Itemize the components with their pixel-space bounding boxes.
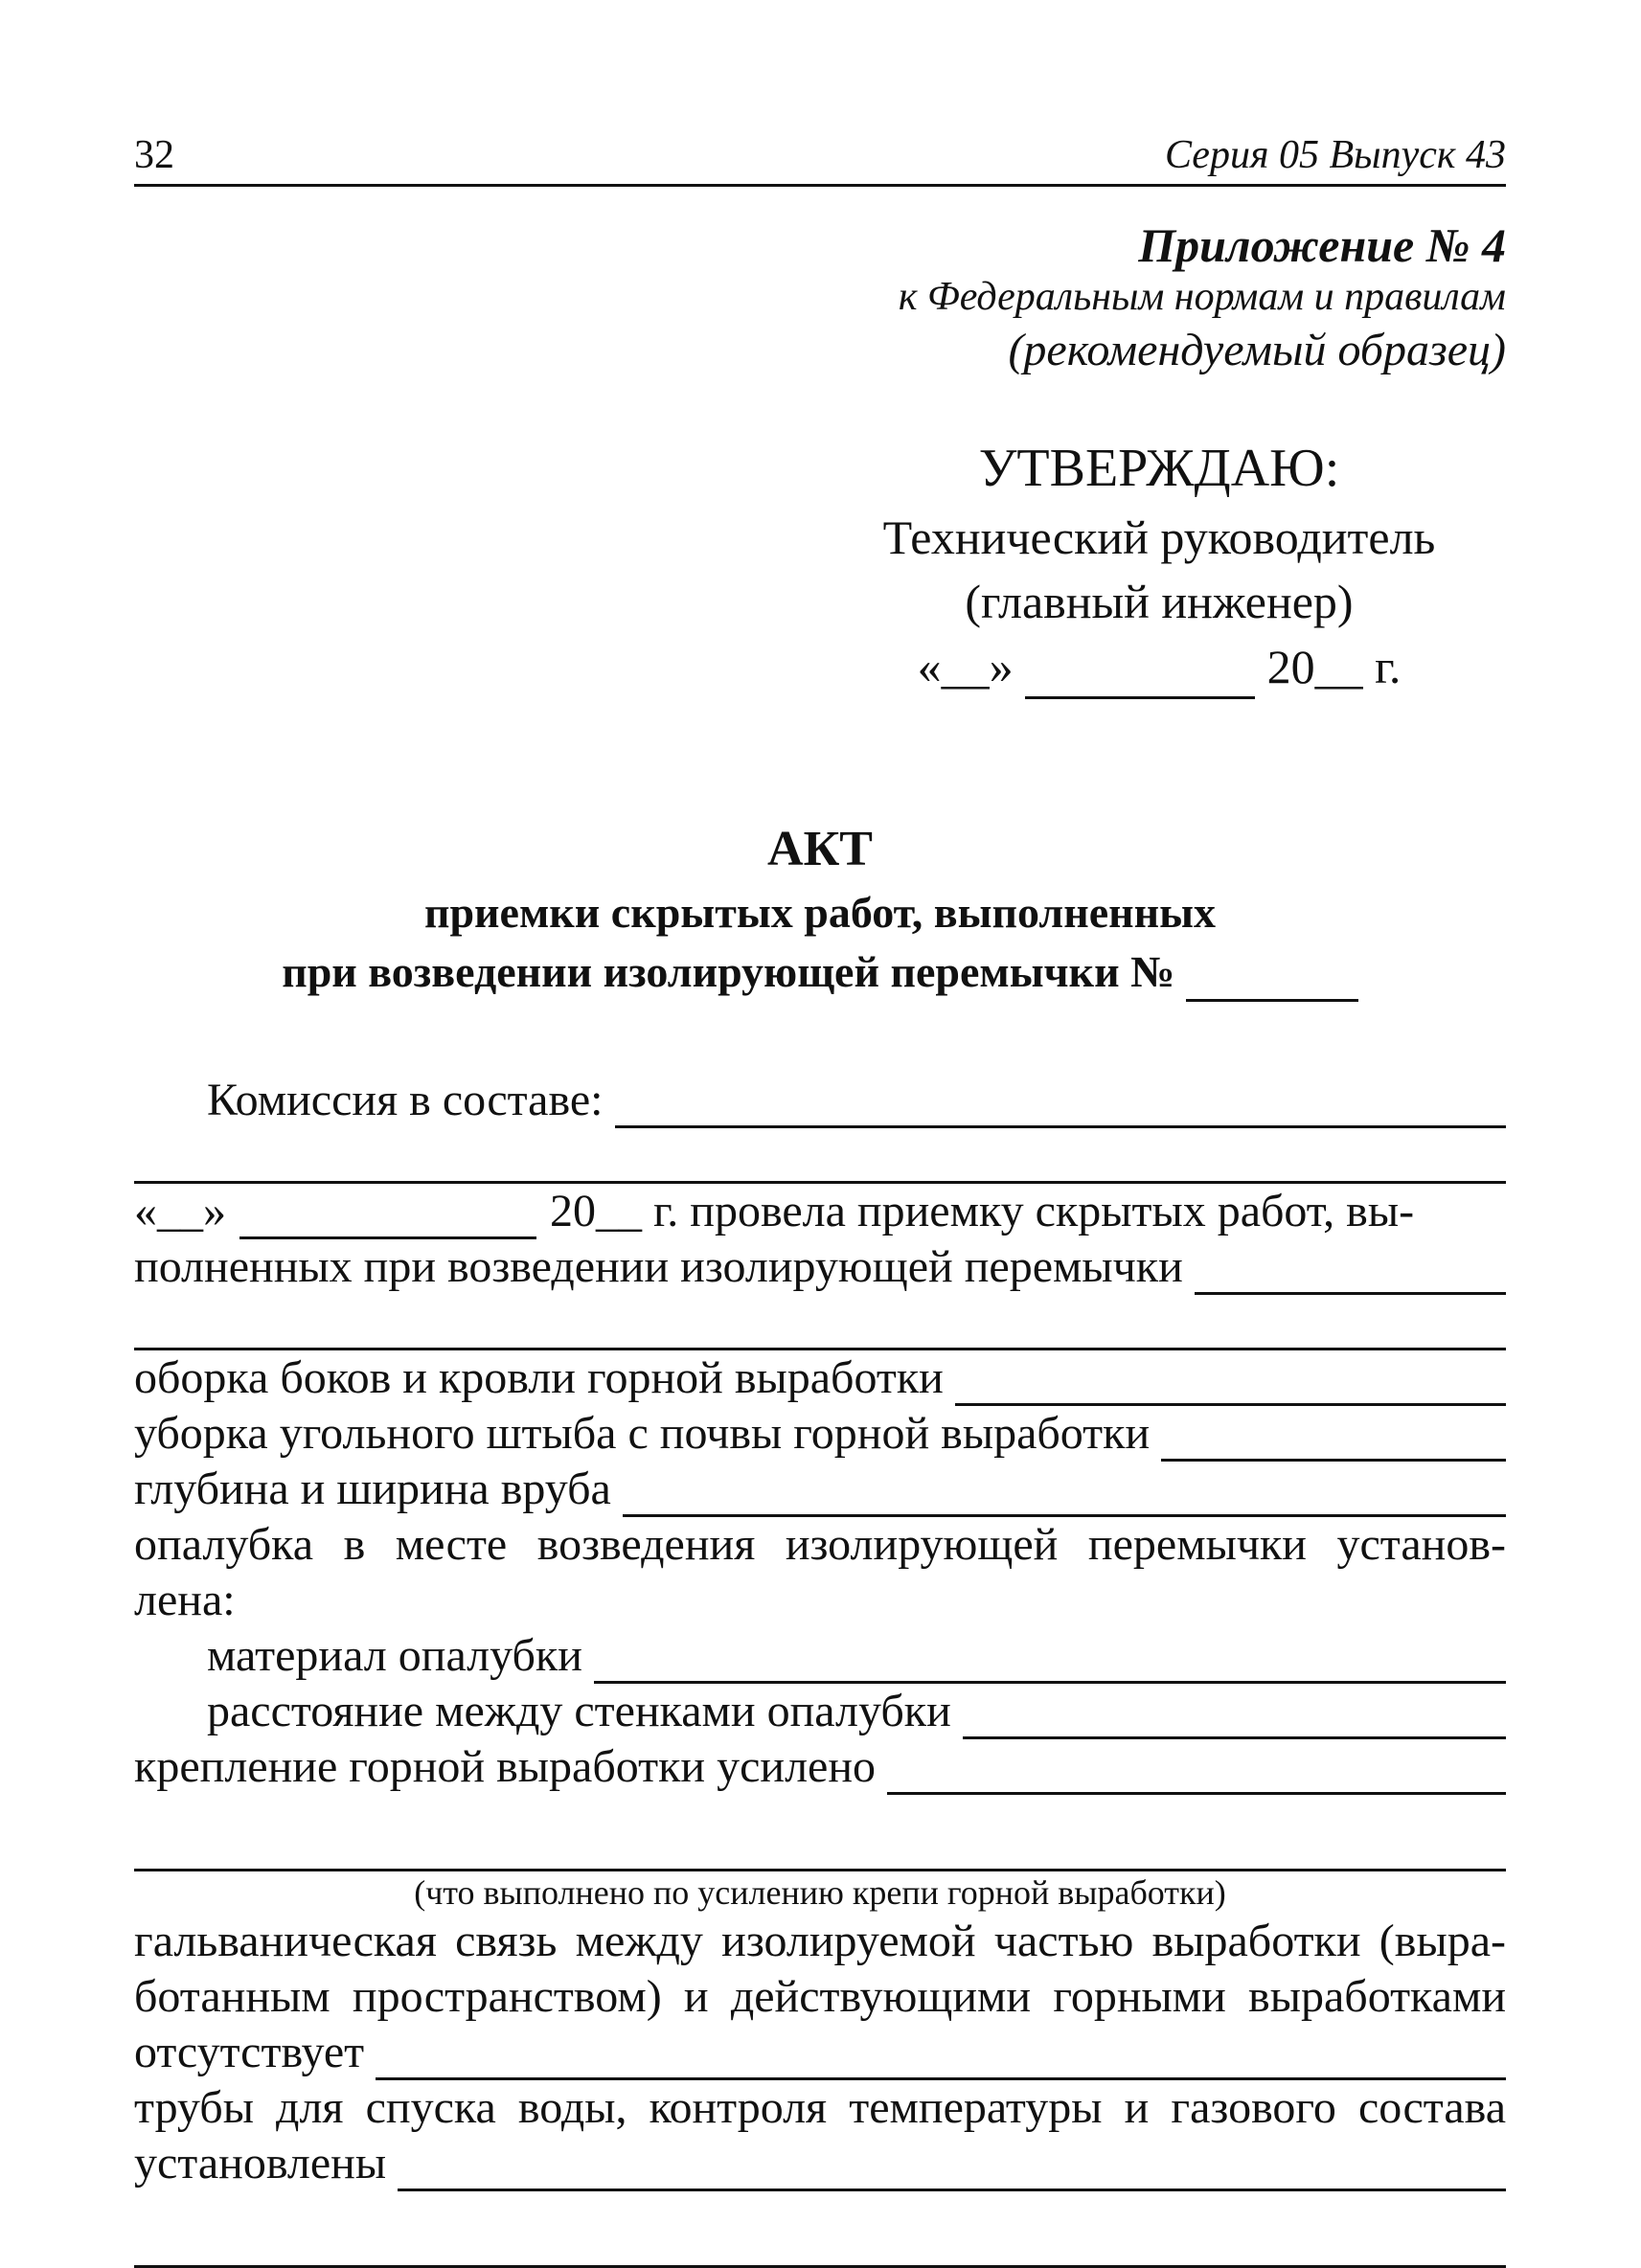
depth-field[interactable] (623, 1472, 1506, 1517)
galvanic-row-2 (134, 1969, 1506, 2025)
installed-label: установлены (134, 2138, 387, 2189)
coal-label: уборка угольного штыба с почвы горной выработки (134, 1408, 1151, 1459)
support-row-2 (134, 1816, 1506, 1871)
completed-field[interactable] (1195, 1250, 1506, 1295)
support-row (134, 1739, 1506, 1795)
act-heading: АКТ (767, 822, 873, 876)
appendix-block (899, 218, 1506, 376)
appendix-title: Приложение № 4 (1138, 218, 1506, 272)
appendix-reference: к Федеральным нормам и правилам (898, 274, 1506, 319)
absent-field[interactable] (376, 2035, 1506, 2080)
sides-label: оборка боков и кровли горной выработки (134, 1352, 944, 1403)
installed-field-2[interactable] (134, 2223, 1506, 2268)
page-number: 32 (134, 133, 174, 177)
sides-row (134, 1350, 1506, 1406)
form-body (134, 1073, 1506, 2268)
completed-row (134, 1239, 1506, 1295)
material-field[interactable] (594, 1639, 1506, 1684)
distance-row (134, 1684, 1506, 1739)
approval-date-day: «__» (917, 639, 1014, 693)
commission-row-2 (134, 1128, 1506, 1184)
distance-label: расстояние между стенками опалубки (207, 1686, 951, 1736)
approval-block (862, 433, 1456, 699)
installed-field[interactable] (398, 2146, 1506, 2191)
spacer-2 (134, 2191, 1506, 2212)
installed-row (134, 2136, 1506, 2191)
act-subtitle-line2 (134, 942, 1506, 1002)
approval-position: Технический руководитель (882, 510, 1436, 564)
pipes-row (134, 2080, 1506, 2136)
support-label: крепление горной выработки усилено (134, 1741, 877, 1792)
approval-position-note: (главный инженер) (965, 575, 1354, 629)
material-label: материал опалубки (207, 1630, 582, 1681)
completed-field-2[interactable] (134, 1305, 1506, 1350)
formwork-text-line2: лена: (134, 1575, 236, 1625)
galvanic-text-line2: ботанным пространством) и действующими горными выработками (134, 1971, 1506, 2022)
date-row (134, 1184, 1506, 1239)
date-month-field[interactable] (239, 1194, 536, 1239)
coal-field[interactable] (1161, 1417, 1506, 1462)
commission-field-2[interactable] (134, 1139, 1506, 1184)
depth-row (134, 1462, 1506, 1517)
act-subtitle-line1: приемки скрытых работ, выполненных (423, 888, 1217, 938)
act-title-block (134, 816, 1506, 1002)
sides-field[interactable] (955, 1361, 1506, 1406)
commission-label: Комиссия в составе: (207, 1075, 604, 1125)
barrier-number-field[interactable] (1186, 961, 1358, 1002)
formwork-text-line1: опалубка в месте возведения изолирующей перемычки установ- (134, 1519, 1506, 1570)
support-field-2[interactable] (134, 1826, 1506, 1871)
document-page (134, 133, 1506, 2189)
depth-label: глубина и ширина вруба (134, 1463, 611, 1514)
distance-field[interactable] (963, 1694, 1506, 1739)
completed-label: полненных при возведении изолирующей перемычки (134, 1241, 1183, 1292)
formwork-row (134, 1517, 1506, 1573)
page-header (134, 134, 1506, 187)
material-row (134, 1628, 1506, 1684)
pipes-text: трубы для спуска воды, контроля температуры и газового состава (134, 2082, 1506, 2133)
commission-row (134, 1073, 1506, 1128)
galvanic-row-1 (134, 1914, 1506, 1969)
commission-field[interactable] (615, 1083, 1506, 1128)
absent-label: отсутствует (134, 2027, 365, 2077)
approval-date (862, 635, 1456, 700)
appendix-note: (рекомендуемый образец) (1008, 324, 1506, 375)
spacer (134, 1795, 1506, 1816)
series-label: Серия 05 Выпуск 43 (1165, 133, 1506, 177)
approval-date-year: 20__ г. (1266, 639, 1402, 693)
absent-row (134, 2025, 1506, 2080)
act-subtitle-text: при возведении изолирующей перемычки № (282, 947, 1175, 997)
approval-title: УТВЕРЖДАЮ: (978, 439, 1340, 498)
completed-row-2 (134, 1295, 1506, 1350)
date-text: 20__ г. провела приемку скрытых работ, вы- (550, 1186, 1415, 1236)
support-caption: (что выполнено по усилению крепи горной выработки) (414, 1873, 1226, 1912)
formwork-row-2 (134, 1573, 1506, 1628)
approval-date-month-field[interactable] (1025, 654, 1255, 699)
galvanic-text-line1: гальваническая связь между изолируемой частью выработки (выра- (134, 1916, 1506, 1966)
coal-row (134, 1406, 1506, 1462)
support-field[interactable] (887, 1750, 1506, 1795)
date-day: «__» (134, 1186, 226, 1236)
installed-row-2 (134, 2212, 1506, 2268)
